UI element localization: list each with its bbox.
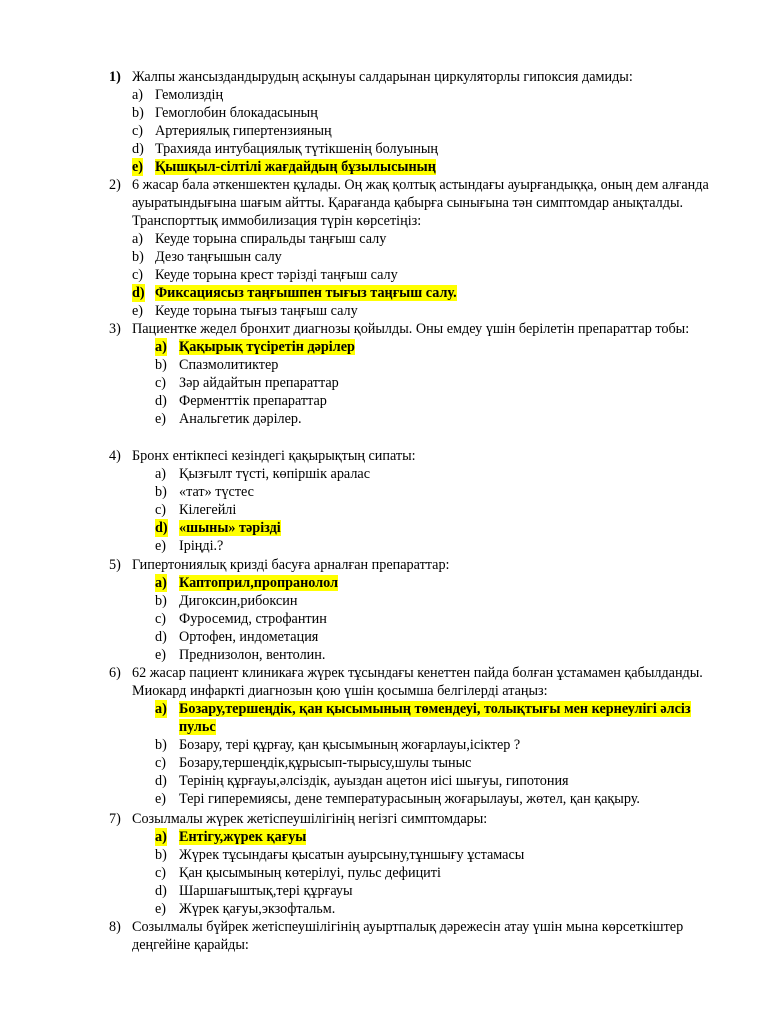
option-text: «тат» түстес: [179, 484, 254, 500]
question-6: [0, 664, 768, 808]
option-e[interactable]: [0, 790, 768, 808]
question-text: Созылмалы жүрек жетіспеушілігінің негізгі симптомдары:: [132, 811, 488, 827]
option-text: Шаршағыштық,тері құрғауы: [179, 883, 353, 899]
option-letter: e): [132, 303, 144, 319]
option-letter: a): [132, 231, 144, 247]
option-text: Бозару,тершеңдік, қан қысымының төмендеуі, толықтығы мен кернеулігі әлсіз пульс: [179, 701, 691, 735]
option-text: Қақырық түсіретін дәрілер: [179, 339, 355, 355]
option-b[interactable]: [0, 846, 768, 864]
option-letter: a): [155, 466, 167, 482]
option-c[interactable]: [0, 374, 768, 392]
option-text: Дигоксин,рибоксин: [179, 593, 298, 609]
question-7: [0, 810, 768, 918]
option-c[interactable]: [0, 501, 768, 519]
option-text: Спазмолитиктер: [179, 357, 279, 373]
option-letter: a): [155, 829, 167, 845]
option-letter: d): [132, 141, 144, 157]
question-8: [0, 918, 768, 954]
option-text: Фуросемид, строфантин: [179, 611, 327, 627]
option-list: [0, 828, 768, 918]
option-text: Жүрек тұсындағы қысатын ауырсыну,тұншығу ұстамасы: [179, 847, 525, 863]
option-text: Ферменттік препараттар: [179, 393, 327, 409]
option-e[interactable]: [0, 410, 768, 428]
option-letter: b): [132, 105, 144, 121]
option-text: Жүрек қағуы,экзофтальм.: [179, 901, 336, 917]
question-4: [0, 447, 768, 555]
question-number: 4): [109, 448, 121, 464]
option-e-correct[interactable]: [0, 158, 768, 176]
option-list: [0, 700, 768, 808]
question-number: 2): [109, 177, 121, 193]
option-letter: e): [132, 159, 144, 175]
option-letter: b): [155, 847, 167, 863]
option-b[interactable]: [0, 736, 768, 754]
option-a-correct[interactable]: [0, 828, 768, 846]
option-text: Бозару, тері құрғау, қан қысымының жоғарлауы,ісіктер ?: [179, 737, 521, 753]
option-e[interactable]: [0, 646, 768, 664]
option-letter: b): [132, 249, 144, 265]
option-letter: c): [155, 502, 167, 518]
option-letter: e): [155, 538, 167, 554]
option-c[interactable]: [0, 610, 768, 628]
option-text: Гемолиздің: [155, 87, 224, 103]
question-text: 62 жасар пациент клиникаға жүрек тұсындағы кенеттен пайда болған ұстамамен қабылданды. Миокард инфаркті диагнозын қою үшін қосымша белгілерді атаңыз:: [132, 665, 703, 699]
option-text: Артериялық гипертензияның: [155, 123, 332, 139]
question-text: Пациентке жедел бронхит диагнозы қойылды. Оны емдеу үшін берілетін препараттар тобы:: [132, 321, 690, 337]
option-d-correct[interactable]: [0, 284, 768, 302]
option-list: [0, 230, 768, 320]
option-letter: a): [132, 87, 144, 103]
option-letter: a): [155, 575, 167, 591]
question-text: Жалпы жансыздандырудың асқынуы салдарынан циркуляторлы гипоксия дамиды:: [132, 69, 633, 85]
option-c[interactable]: [0, 122, 768, 140]
option-d[interactable]: [0, 882, 768, 900]
option-list: [0, 338, 768, 428]
option-letter: d): [132, 285, 145, 301]
question-3: [0, 320, 768, 428]
question-number: 5): [109, 557, 121, 573]
option-letter: b): [155, 593, 167, 609]
option-letter: c): [132, 123, 144, 139]
option-letter: a): [155, 339, 167, 355]
option-text: Тері гиперемиясы, дене температурасының жоғарылауы, жөтел, қан қақыру.: [179, 791, 640, 807]
question-2: [0, 176, 768, 320]
option-text: Трахияда интубациялық түтікшенің болуының: [155, 141, 438, 157]
option-text: Фиксациясыз таңғышпен тығыз таңғыш салу.: [155, 285, 457, 301]
option-a[interactable]: [0, 465, 768, 483]
option-b[interactable]: [0, 248, 768, 266]
option-text: Қызғылт түсті, көпіршік аралас: [179, 466, 371, 482]
option-d[interactable]: [0, 772, 768, 790]
option-letter: d): [155, 773, 167, 789]
question-number: 7): [109, 811, 121, 827]
question-number: 6): [109, 665, 121, 681]
option-letter: e): [155, 901, 167, 917]
option-e[interactable]: [0, 302, 768, 320]
option-text: Іріңді.?: [179, 538, 224, 554]
option-letter: e): [155, 791, 167, 807]
question-text: Гипертониялық кризді басуға арналған препараттар:: [132, 557, 450, 573]
option-b[interactable]: [0, 483, 768, 501]
option-letter: c): [155, 865, 167, 881]
option-text: Гемоглобин блокадасының: [155, 105, 318, 121]
option-letter: c): [155, 375, 167, 391]
option-e[interactable]: [0, 900, 768, 918]
option-text: Кеуде торына тығыз таңғыш салу: [155, 303, 358, 319]
option-letter: b): [155, 357, 167, 373]
option-d-correct[interactable]: [0, 519, 768, 537]
option-text: Кеуде торына спиральды таңғыш салу: [155, 231, 387, 247]
question-number: 1): [109, 69, 121, 85]
option-text: Зәр айдайтын препараттар: [179, 375, 339, 391]
option-b[interactable]: [0, 356, 768, 374]
option-a-correct[interactable]: [0, 700, 768, 736]
question-text: Бронх ентікпесі кезіндегі қақырықтың сипаты:: [132, 448, 416, 464]
option-text: «шыны» тәрізді: [179, 520, 281, 536]
option-text: Преднизолон, вентолин.: [179, 647, 326, 663]
option-a[interactable]: [0, 230, 768, 248]
option-a-correct[interactable]: [0, 338, 768, 356]
option-a[interactable]: [0, 86, 768, 104]
option-letter: d): [155, 883, 167, 899]
option-letter: c): [155, 755, 167, 771]
option-c[interactable]: [0, 266, 768, 284]
option-letter: d): [155, 520, 168, 536]
option-e[interactable]: [0, 537, 768, 555]
option-list: [0, 574, 768, 664]
option-letter: d): [155, 629, 167, 645]
option-b[interactable]: [0, 592, 768, 610]
question-number: 3): [109, 321, 121, 337]
option-d[interactable]: [0, 140, 768, 158]
option-letter: b): [155, 484, 167, 500]
option-text: Кеуде торына крест тәрізді таңғыш салу: [155, 267, 398, 283]
option-a-correct[interactable]: [0, 574, 768, 592]
option-text: Қышқыл-сілтілі жағдайдың бұзылысының: [155, 159, 436, 175]
option-text: Ортофен, индометация: [179, 629, 319, 645]
question-number: 8): [109, 919, 121, 935]
question-1: [0, 68, 768, 176]
question-text: 6 жасар бала әткеншектен құлады. Оң жақ қолтық астындағы ауырғандыққа, оның дем алғанда ауыратындығына шағым айтты. Қарағанда қабырға сынығына тән симптомдар анықталды. Транспорттық иммобилизация түрін көрсетіңіз:: [132, 177, 709, 229]
option-text: Қан қысымының көтерілуі, пульс дефициті: [179, 865, 441, 881]
option-c[interactable]: [0, 754, 768, 772]
option-list: [0, 465, 768, 555]
option-b[interactable]: [0, 104, 768, 122]
option-letter: e): [155, 647, 167, 663]
option-c[interactable]: [0, 864, 768, 882]
option-d[interactable]: [0, 628, 768, 646]
option-d[interactable]: [0, 392, 768, 410]
option-list: [0, 86, 768, 176]
option-letter: d): [155, 393, 167, 409]
option-letter: a): [155, 701, 167, 717]
option-letter: b): [155, 737, 167, 753]
question-5: [0, 556, 768, 664]
option-text: Бозару,тершеңдік,құрысып-тырысу,шулы тыныс: [179, 755, 472, 771]
option-letter: c): [155, 611, 167, 627]
option-letter: c): [132, 267, 144, 283]
option-letter: e): [155, 411, 167, 427]
option-text: Ентігу,жүрек қағуы: [179, 829, 307, 845]
question-text: Созылмалы бүйрек жетіспеушілігінің ауыртпалық дәрежесін атау үшін мына көрсеткіштер деңгейіне қарайды:: [132, 919, 684, 953]
option-text: Кілегейлі: [179, 502, 237, 518]
option-text: Каптоприл,пропранолол: [179, 575, 339, 591]
option-text: Дезо таңғышын салу: [155, 249, 282, 265]
option-text: Терінің құрғауы,әлсіздік, ауыздан ацетон иісі шығуы, гипотония: [179, 773, 569, 789]
option-text: Анальгетик дәрілер.: [179, 411, 302, 427]
